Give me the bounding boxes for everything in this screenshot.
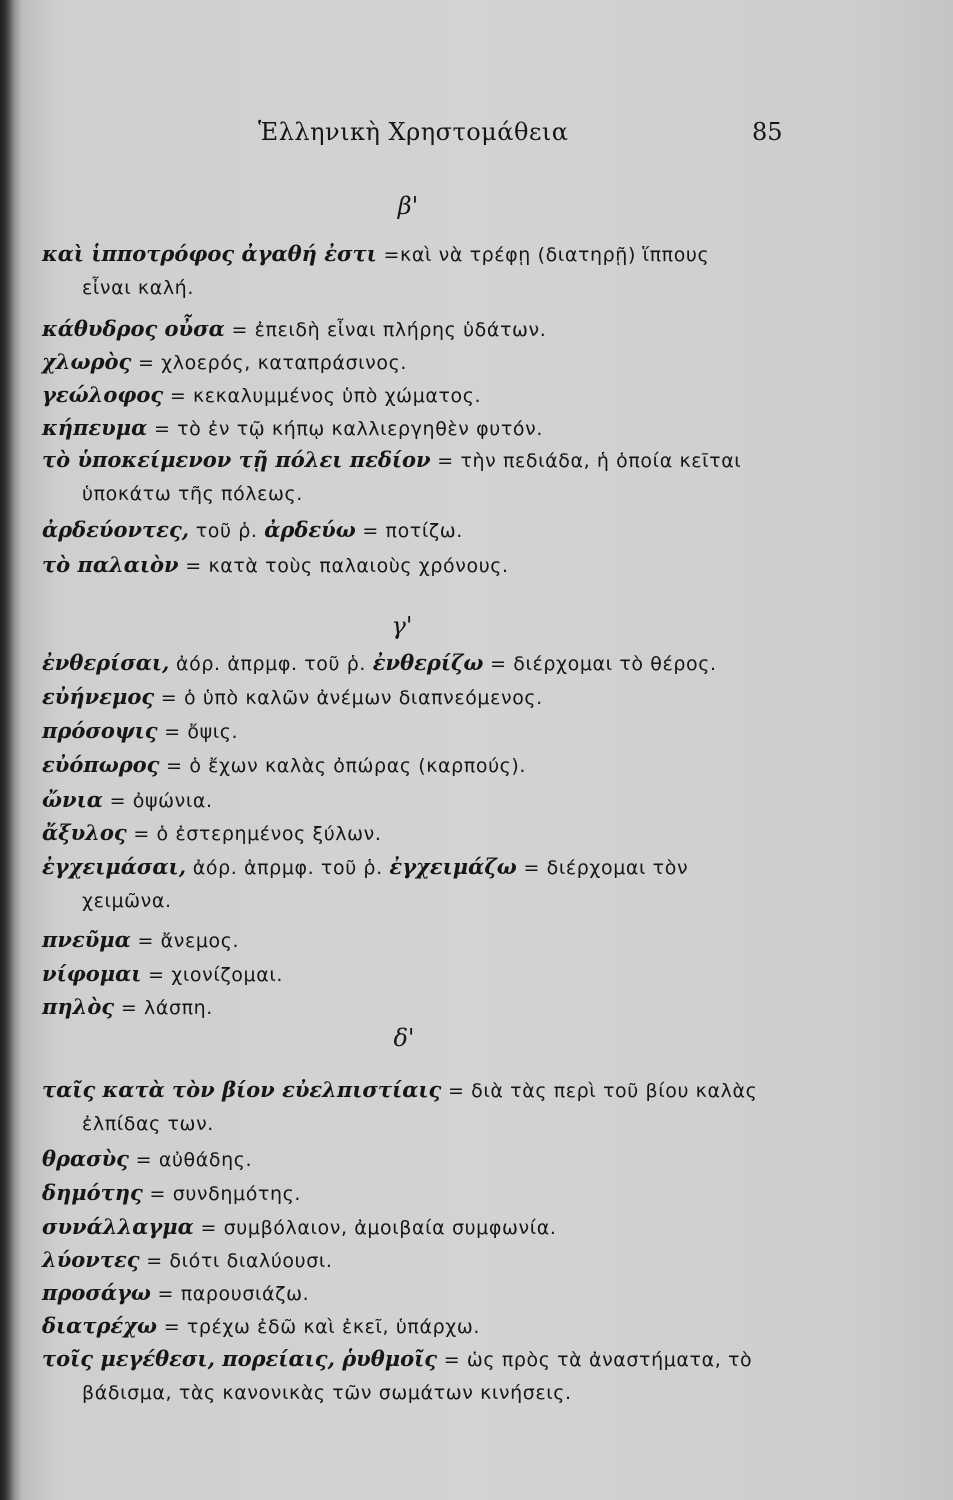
entry-lemma: ἐγχειμάσαι, — [42, 854, 187, 879]
entry-continuation: ἐλπίδας των. — [82, 1113, 214, 1135]
entry-lemma: πνεῦμα — [42, 927, 131, 952]
entry-gloss: = συμβόλαιον, ἀμοιβαία συμφωνία. — [200, 1217, 557, 1239]
entry-gloss: ἀόρ. ἀπρμφ. τοῦ ῥ. — [192, 857, 383, 879]
entry-gloss: = διότι διαλύουσι. — [146, 1250, 333, 1272]
entry-lemma: διατρέχω — [42, 1313, 157, 1338]
entry-lemma: τὸ παλαιὸν — [42, 552, 179, 577]
entry-verb-gloss: = διέρχομαι τὸ θέρος. — [490, 653, 717, 675]
entry-gloss: = χιονίζομαι. — [148, 964, 283, 986]
entry-continuation: χειμῶνα. — [82, 890, 172, 912]
entry-lemma: τὸ ὑποκείμενον τῇ πόλει πεδίον — [42, 447, 431, 472]
section-mark-beta: β' — [397, 192, 419, 220]
entry-lemma: γεώλοφος — [42, 382, 164, 407]
entry-verb-lemma: ἐνθερίζω — [372, 650, 484, 675]
glossary-entry — [42, 1280, 802, 1307]
glossary-entry — [42, 1346, 802, 1406]
entry-gloss: = τρέχω ἐδῶ καὶ ἐκεῖ, ὑπάρχω. — [163, 1316, 480, 1338]
glossary-entry — [42, 382, 802, 409]
glossary-entry — [42, 1077, 802, 1137]
entry-continuation: εἶναι καλή. — [82, 277, 194, 299]
glossary-entry — [42, 447, 802, 507]
entry-lemma: πρόσοψις — [42, 718, 158, 743]
entry-lemma: ἐνθερίσαι, — [42, 650, 170, 675]
entry-lemma: ὤνια — [42, 787, 103, 812]
entry-gloss: τοῦ ῥ. — [195, 520, 258, 542]
glossary-entry — [42, 1247, 802, 1274]
entry-gloss: ἀόρ. ἀπρμφ. τοῦ ῥ. — [176, 653, 367, 675]
entry-lemma: προσάγω — [42, 1280, 151, 1305]
entry-gloss: = χλοερός, καταπράσινος. — [137, 352, 407, 374]
entry-gloss: = κεκαλυμμένος ὑπὸ χώματος. — [169, 385, 482, 407]
entry-verb-lemma: ἀρδεύω — [264, 517, 356, 542]
entry-lemma: πηλὸς — [42, 994, 115, 1019]
glossary-entry — [42, 241, 802, 301]
glossary-entry — [42, 316, 802, 343]
glossary-entry — [42, 854, 802, 914]
entry-verb-gloss: = ποτίζω. — [362, 520, 463, 542]
glossary-entry — [42, 349, 802, 376]
entry-gloss: = τὸ ἐν τῷ κήπῳ καλλιεργηθὲν φυτόν. — [153, 418, 543, 440]
entry-gloss: =καὶ νὰ τρέφῃ (διατηρῇ) ἵππους — [383, 244, 710, 266]
entry-lemma: τοῖς μεγέθεσι, πορείαις, ῥυθμοῖς — [42, 1346, 438, 1371]
entry-gloss: = διὰ τὰς περὶ τοῦ βίου καλὰς — [448, 1080, 758, 1102]
entry-lemma: δημότης — [42, 1180, 143, 1205]
entry-gloss: = παρουσιάζω. — [157, 1283, 310, 1305]
entry-lemma: καὶ ἱπποτρόφος ἀγαθή ἐστι — [42, 241, 377, 266]
entry-lemma: συνάλλαγμα — [42, 1214, 194, 1239]
entry-verb-gloss: = διέρχομαι τὸν — [523, 857, 689, 879]
entry-gloss: = ἐπειδὴ εἶναι πλήρης ὑδάτων. — [231, 319, 547, 341]
entry-gloss: = συνδημότης. — [149, 1183, 301, 1205]
entry-gloss: = λάσπη. — [120, 997, 213, 1019]
entry-gloss: = ὁ ὑπὸ καλῶν ἀνέμων διαπνεόμενος. — [160, 687, 543, 709]
glossary-entry — [42, 961, 802, 988]
entry-gloss: = ὁ ἐστερημένος ξύλων. — [133, 823, 382, 845]
page-header — [0, 118, 953, 158]
entry-gloss: = κατὰ τοὺς παλαιοὺς χρόνους. — [185, 555, 509, 577]
entry-gloss: = τὴν πεδιάδα, ἡ ὁποία κεῖται — [437, 450, 742, 472]
glossary-entry — [42, 820, 802, 847]
glossary-entry — [42, 1180, 802, 1207]
entry-gloss: = ὄψις. — [164, 721, 239, 743]
entry-gloss: = ὡς πρὸς τὰ ἀναστήματα, τὸ — [443, 1349, 753, 1371]
glossary-entry — [42, 415, 802, 442]
glossary-entry — [42, 517, 802, 544]
binding-shadow — [0, 0, 14, 1500]
entry-lemma: ταῖς κατὰ τὸν βίον εὐελπιστίαις — [42, 1077, 442, 1102]
glossary-entry — [42, 927, 802, 954]
entry-lemma: θρασὺς — [42, 1146, 129, 1171]
glossary-entry — [42, 994, 802, 1021]
glossary-entry — [42, 684, 802, 711]
entry-gloss: = ἄνεμος. — [137, 930, 240, 952]
section-mark-gamma: γ' — [391, 612, 413, 640]
entry-lemma: εὐήνεμος — [42, 684, 155, 709]
entry-lemma: εὐόπωρος — [42, 752, 160, 777]
glossary-entry — [42, 1313, 802, 1340]
glossary-entry — [42, 752, 802, 779]
entry-lemma: ἄξυλος — [42, 820, 127, 845]
entry-lemma: λύοντες — [42, 1247, 140, 1272]
glossary-entry — [42, 650, 802, 677]
entry-gloss: = ὁ ἔχων καλὰς ὀπώρας (καρπούς). — [166, 755, 527, 777]
glossary-entry — [42, 787, 802, 814]
entry-verb-lemma: ἐγχειμάζω — [389, 854, 517, 879]
glossary-entry — [42, 1146, 802, 1173]
glossary-entry — [42, 718, 802, 745]
page-number: 85 — [752, 118, 783, 146]
entry-lemma: νίφομαι — [42, 961, 142, 986]
entry-lemma: ἀρδεύοντες, — [42, 517, 190, 542]
entry-gloss: = ὀψώνια. — [109, 790, 213, 812]
entry-lemma: κήπευμα — [42, 415, 148, 440]
section-mark-delta: δ' — [393, 1024, 415, 1052]
entry-gloss: = αὐθάδης. — [135, 1149, 253, 1171]
running-title: Ἑλληνικὴ Χρηστομάθεια — [258, 118, 569, 146]
glossary-entry — [42, 1214, 802, 1241]
entry-lemma: κάθυδρος οὖσα — [42, 316, 225, 341]
entry-continuation: ὑποκάτω τῆς πόλεως. — [82, 483, 303, 505]
entry-lemma: χλωρὸς — [42, 349, 132, 374]
glossary-entry — [42, 552, 802, 579]
entry-continuation: βάδισμα, τὰς κανονικὰς τῶν σωμάτων κινήσεις. — [82, 1382, 572, 1404]
